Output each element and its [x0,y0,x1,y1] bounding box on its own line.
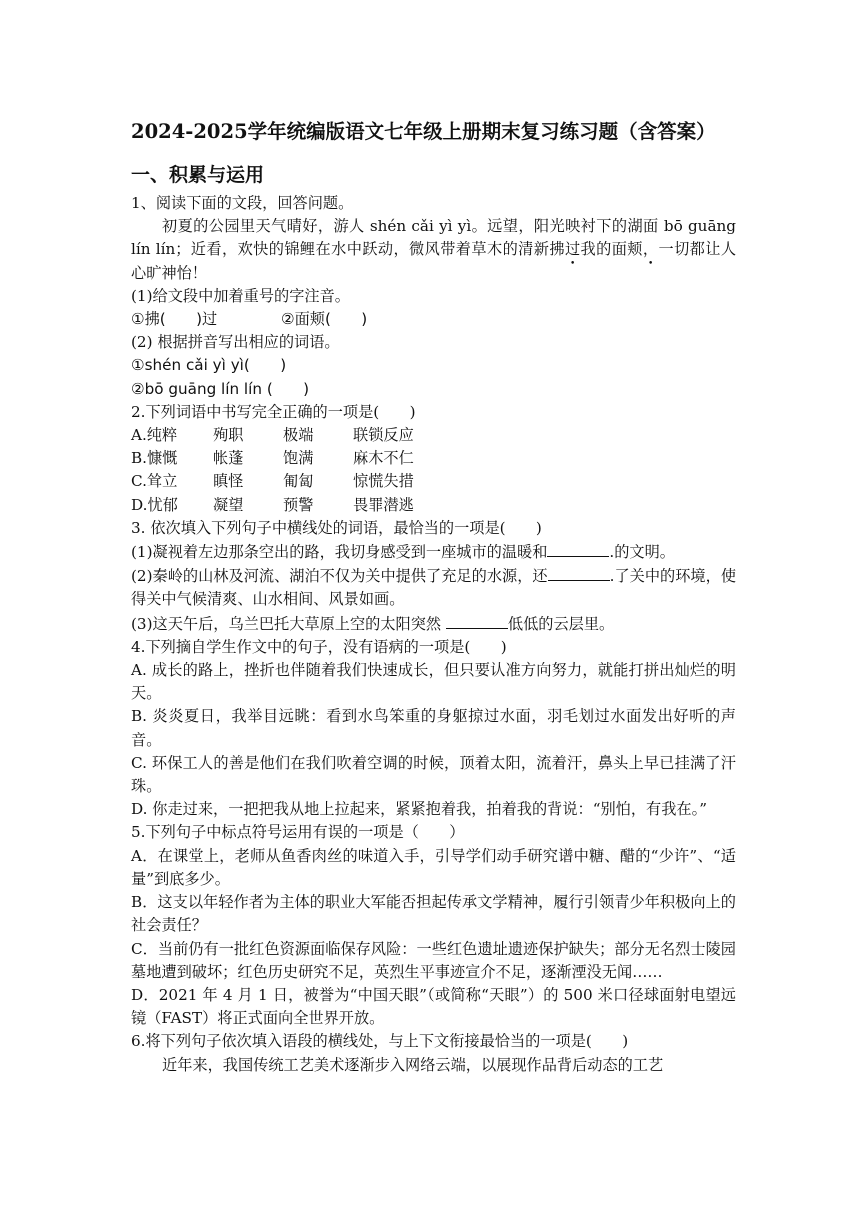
question-2-option-b: B.慷慨 帐蓬 饱满 麻木不仁 [131,449,414,468]
question-1-stem: 1、阅读下面的文段，回答问题。 [131,194,354,212]
question-4-option-a: A. 成长的路上，挫折也伴随着我们快速成长，但只要认准方向努力，就能打拼出灿烂的明天。 [131,661,736,703]
question-4-option-c: C. 环保工人的善是他们在我们吹着空调的时候，顶着太阳，流着汗，鼻头上早已挂满了汗珠。 [131,753,736,796]
sub1-item-a: ①拂( )过 [131,310,218,329]
sub2-item-b: ②bō guāng lín lín ( ) [131,379,310,398]
question-2-option-d: D.忧郁 凝望 预警 畏罪潜逃 [131,495,414,514]
question-6-passage: 近年来，我国传统工艺美术逐渐步入网络云端，以展现作品背后动态的工艺 [162,1055,664,1074]
fill-blank [446,612,508,629]
sub2-item-a: ①shén cǎi yì yì( ) [131,356,287,375]
emphasis-char-fu: 拂 [549,240,565,259]
question-1-sub1-items [131,308,736,331]
question-3-sentence-3: (3)这天午后，乌兰巴托大草原上空的太阳突然 低低的云层里。 [131,612,736,636]
question-1-sub2: (2) 根据拼音写出相应的词语。 [131,333,340,352]
question-1-sub1: (1)给文段中加着重号的字注音。 [131,286,350,305]
question-3-sentence-2: (2)秦岭的山林及河流、湖泊不仅为关中提供了充足的水源，还 .了关中的环境，使得关中气候清爽、山水相间、风景如画。 [131,564,736,611]
question-6-stem: 6.将下列句子依次填入语段的横线处，与上下文衔接最恰当的一项是( ) [131,1032,629,1051]
sub1-item-b: ②面颊( ) [281,310,368,329]
fill-blank [548,564,610,581]
question-5-option-a: A．在课堂上，老师从鱼香肉丝的味道入手，引导学们动手研究谱中糖、醋的“少许”、“适量”到底多少。 [131,846,736,888]
question-5-option-c: C．当前仍有一批红色资源面临保存风险：一些红色遗址遗迹保护缺失；部分无名烈士陵园墓地遭到破坏；红色历史研究不足，英烈生平事迹宣介不足，逐渐湮没无闻…… [131,939,736,981]
document-title: 2024-2025学年统编版语文七年级上册期末复习练习题（含答案） [131,120,716,143]
question-4-option-d: D. 你走过来，一把把我从地上拉起来，紧紧抱着我，拍着我的背说：“别怕，有我在。” [131,800,707,819]
section-heading: 一、积累与运用 [131,164,265,186]
question-5-option-b: B．这支以年轻作者为主体的职业大军能否担起传承文学精神，履行引领青少年积极向上的社会责任？ [131,893,736,935]
question-2-option-a: A.纯粹 殉职 极端 联锁反应 [131,426,414,445]
question-2-option-c: C.耸立 瞋怪 匍匐 惊慌失措 [131,472,414,491]
question-4-option-b: B. 炎炎夏日，我举目远眺：看到水鸟笨重的身躯掠过水面，羽毛划过水面发出好听的声音。 [131,707,736,749]
question-5-stem: 5.下列句子中标点符号运用有误的一项是（ ） [131,823,465,842]
question-2-stem: 2.下列词语中书写完全正确的一项是( ) [131,402,416,421]
document-body [131,192,736,1077]
question-3-sentence-1: (1)凝视着左边那条空出的路，我切身感受到一座城市的温暖和 .的文明。 [131,540,736,564]
question-4-stem: 4.下列摘自学生作文中的句子，没有语病的一项是( ) [131,637,507,656]
fill-blank [547,540,609,557]
question-3-stem: 3. 依次填入下列句子中横线处的词语，最恰当的一项是( ) [131,518,542,537]
emphasis-char-jia: 颊 [627,240,643,259]
question-1-passage: 初夏的公园里天气晴好，游人 shén cǎi yì yì。远望，阳光映衬下的湖面 bō guāng lín lín；近看，欢快的锦鲤在水中跃动，微风带着草木的清新拂过我的面颊，一切都让人心旷神怡！ [131,217,737,282]
question-5-option-d: D．2021 年 4 月 1 日，被誉为“中国天眼”（或简称“天眼”）的 500 米口径球面射电望远镜（FAST）将正式面向全世界开放。 [131,985,736,1028]
